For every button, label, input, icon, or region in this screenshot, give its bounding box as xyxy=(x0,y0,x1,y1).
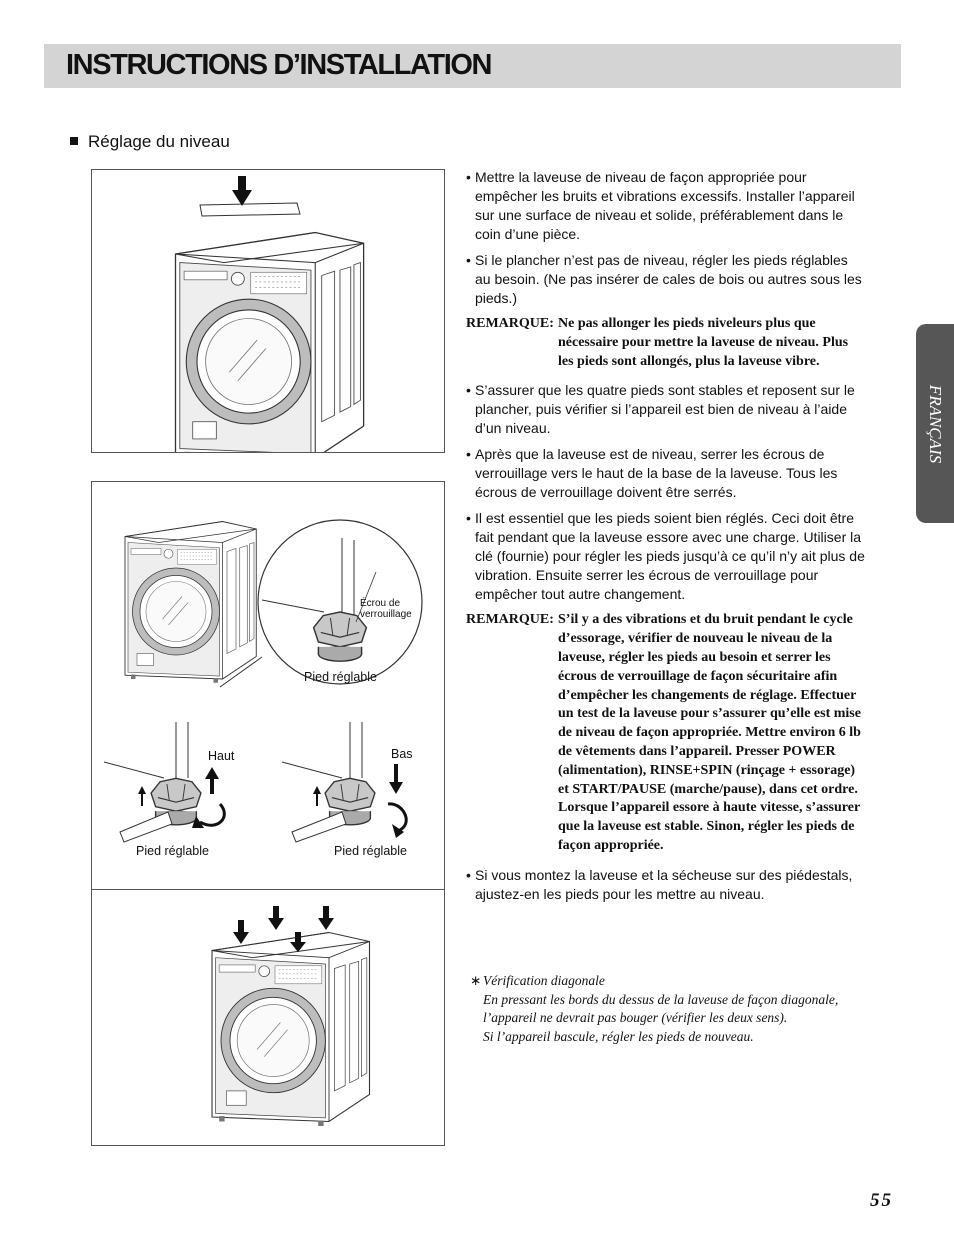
remark-key: REMARQUE: xyxy=(466,612,554,628)
bullet-text: Si vous montez la laveuse et la sécheuse sur des piédestals, ajustez-en les pieds pour les mettre au niveau. xyxy=(475,866,853,902)
square-bullet-icon xyxy=(70,137,78,145)
figure-diagonal-check xyxy=(91,889,445,1146)
bullet-text: Mettre la laveuse de niveau de façon appropriée pour empêcher les bruits et vibrations excessifs. Installer l’appareil sur une surface de niveau et solide, préférablement dans le coin d’une pièce. xyxy=(475,169,855,242)
header-bar xyxy=(44,44,901,88)
asterisk-icon: ∗ xyxy=(470,973,482,988)
bullet-icon: • xyxy=(466,866,471,883)
remark-key: REMARQUE: xyxy=(466,316,554,331)
remark-block xyxy=(466,315,866,371)
diagonal-check-illustration xyxy=(92,890,444,1145)
bullet-item xyxy=(466,168,866,244)
section-label: Réglage du niveau xyxy=(88,132,230,151)
page-title: INSTRUCTIONS D’INSTALLATION xyxy=(66,49,492,81)
instructions-column xyxy=(466,168,866,911)
bullet-item xyxy=(466,251,866,308)
bullet-icon: • xyxy=(466,446,471,463)
bullet-icon: • xyxy=(466,510,471,527)
bullet-text: Il est essentiel que les pieds soient bien réglés. Ceci doit être fait pendant que la laveuse essore avec une charge. Utiliser la clé (fournie) pour régler les pieds jusqu’à ce qu’il n’y ait plus de vibration. Ensuite serrer les écrous de verrouillage pour empêcher tout autre changement. xyxy=(475,510,865,603)
note-line: En pressant les bords du dessus de la laveuse de façon diagonale, xyxy=(483,991,839,1007)
language-tab-label: FRANÇAIS xyxy=(926,384,945,463)
down-label: Bas xyxy=(391,747,413,761)
nut-label: Écrou de verrouillage xyxy=(360,598,412,620)
figure-washer-top xyxy=(91,169,445,453)
bullet-item xyxy=(466,445,866,502)
bullet-icon: • xyxy=(466,382,471,399)
figure-adjust-feet xyxy=(91,481,445,891)
bullet-text: S’assurer que les quatre pieds sont stables et reposent sur le plancher, puis vérifier si l’appareil est bien de niveau à l’aide d’un niveau. xyxy=(475,382,855,437)
adjust-feet-illustration xyxy=(92,482,444,890)
foot-label-callout: Pied réglable xyxy=(304,670,377,684)
note-title: Vérification diagonale xyxy=(483,973,605,988)
note-line: l’appareil ne devrait pas bouger (vérifier les deux sens). xyxy=(483,1010,788,1025)
remark-block xyxy=(466,611,866,855)
foot-label-left: Pied réglable xyxy=(136,844,209,858)
remark-text: S’il y a des vibrations et du bruit pendant le cycle d’essorage, vérifier de nouveau le niveau de la laveuse, régler les pieds au besoin et serrer les écrous de verrouillage de façon sécuritaire afin d’empêcher les changements de réglage. Effectuer un test de la laveuse pour s’assurer qu’elle est mise de niveau de façon appropriée. Mettre environ 6 lb de vêtements dans l’appareil. Presser POWER (alimentation), RINSE+SPIN (rinçage + essorage) et START/PAUSE (marche/pause), dans cet ordre. Lorsque l’appareil essore à haute vitesse, s’assurer que la laveuse est stable. Sinon, régler les pieds de façon appropriée. xyxy=(558,612,861,853)
up-label: Haut xyxy=(208,749,235,763)
remark-text: Ne pas allonger les pieds niveleurs plus que nécessaire pour mettre la laveuse de niveau. Plus les pieds sont allongés, plus la laveuse vibre. xyxy=(558,316,849,369)
bullet-text: Après que la laveuse est de niveau, serrer les écrous de verrouillage vers le haut de la base de la laveuse. Tous les écrous de verrouillage doivent être serrés. xyxy=(475,446,838,501)
bullet-item xyxy=(466,509,866,604)
language-tab xyxy=(916,324,954,523)
diagonal-note xyxy=(470,972,890,1046)
section-heading xyxy=(70,132,230,152)
bullet-icon: • xyxy=(466,169,471,185)
note-line: Si l’appareil bascule, régler les pieds de nouveau. xyxy=(483,1028,754,1044)
bullet-text: Si le plancher n’est pas de niveau, régler les pieds réglables au besoin. (Ne pas insérer de cales de bois ou autres sous les pieds.) xyxy=(475,252,862,306)
bullet-item xyxy=(466,866,866,904)
bullet-icon: • xyxy=(466,252,471,268)
page-number: 55 xyxy=(870,1190,893,1211)
washer-top-illustration xyxy=(92,170,444,452)
foot-label-right: Pied réglable xyxy=(334,844,407,858)
bullet-item xyxy=(466,381,866,438)
